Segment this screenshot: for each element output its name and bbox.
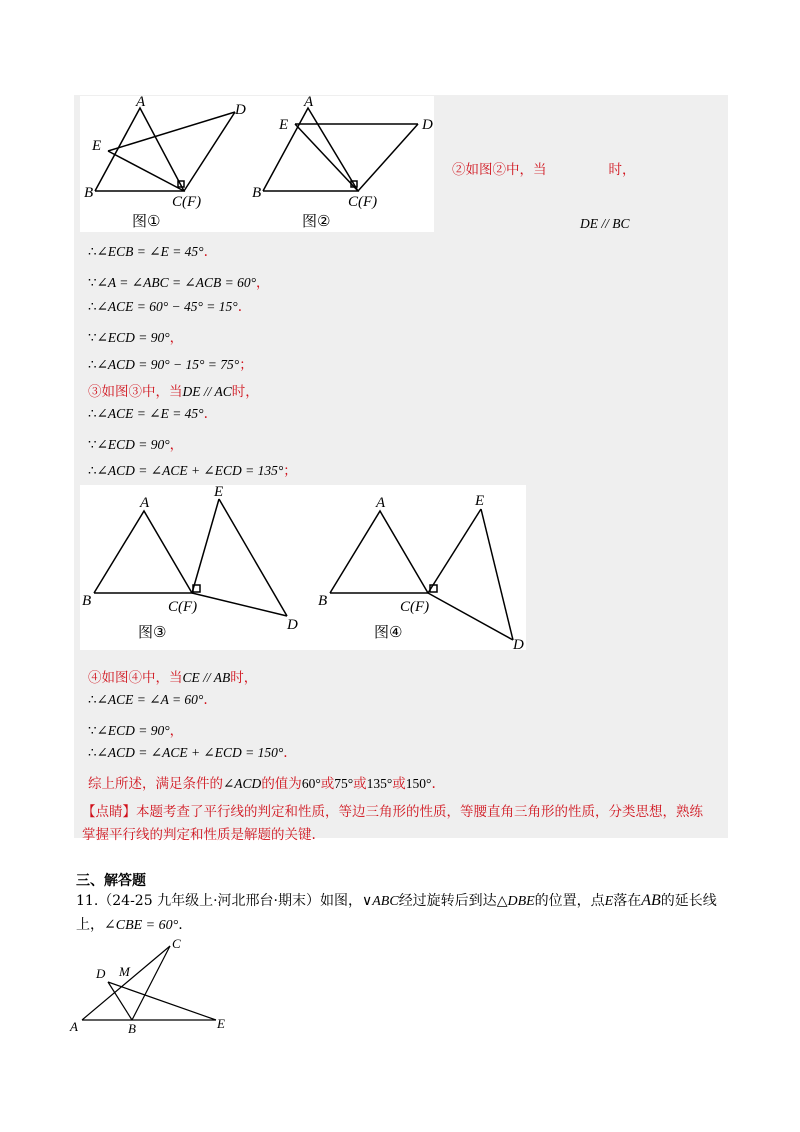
step-12: ∵∠ECD = 90°， xyxy=(88,723,184,739)
case2-prefix: ②如图②中，当 xyxy=(452,162,547,178)
fig3-line-cd xyxy=(192,593,287,616)
fig2-label-a: A xyxy=(304,96,314,110)
fig2-triangle-abc xyxy=(263,108,358,191)
fig3-label-e: E xyxy=(214,485,224,500)
fig2-label-e: E xyxy=(279,117,289,133)
step-4: ∵∠ECD = 90°， xyxy=(88,330,184,346)
fig3-caption: 图③ xyxy=(138,623,167,641)
fig3-label-cf: C(F) xyxy=(168,599,198,615)
fig4-line-ed xyxy=(481,509,513,640)
fig4-line-ce xyxy=(428,509,481,593)
fig3-line-ed xyxy=(219,499,287,616)
figure-3-4-svg xyxy=(80,485,526,650)
case2-line xyxy=(452,158,636,178)
step-13: ∴∠ACD = ∠ACE + ∠ECD = 150°. xyxy=(88,745,288,761)
fig3-line-ce xyxy=(192,499,219,593)
section-heading: 三、解答题 xyxy=(76,873,146,889)
figure-3-4 xyxy=(80,485,526,650)
question-11-line-1: 11.（24-25 九年级上·河北邢台·期末）如图，∨ABC经过旋转后到达△DBE的位置，点E落在AB的延长线 xyxy=(76,892,717,909)
fig1-label-a: A xyxy=(136,96,146,110)
step-3: ∴∠ACE = 60° − 45° = 15°. xyxy=(88,299,242,315)
fig2-line-dc xyxy=(358,124,418,191)
q-label-d: D xyxy=(96,966,106,981)
q-label-m: M xyxy=(119,964,130,979)
step-5: ∴∠ACD = 90° − 15° = 75°； xyxy=(88,357,253,373)
fig4-line-cd xyxy=(428,593,513,640)
fig3-triangle-abc xyxy=(94,511,192,593)
fig3-label-b: B xyxy=(82,593,92,609)
fig1-label-d: D xyxy=(235,102,246,118)
fig2-label-b: B xyxy=(252,185,262,201)
summary-line: 综上所述，满足条件的∠ACD的值为60°或75°或135°或150°. xyxy=(88,776,436,792)
fig2-caption: 图② xyxy=(302,212,331,230)
step-2: ∵∠A = ∠ABC = ∠ACB = 60°， xyxy=(88,275,270,291)
fig4-label-cf: C(F) xyxy=(400,599,430,615)
figure-1-2 xyxy=(80,96,434,232)
case2-condition: DE // BC xyxy=(580,216,630,231)
q-line-de xyxy=(108,982,216,1020)
q-line-ac xyxy=(82,946,170,1020)
q-label-c: C xyxy=(172,936,181,951)
fig2-line-ec xyxy=(295,124,358,191)
q-label-e: E xyxy=(217,1016,225,1031)
q-line-cb xyxy=(132,946,170,1020)
fig4-label-d: D xyxy=(513,637,524,650)
step-1: ∴∠ECB = ∠E = 45°. xyxy=(88,244,208,260)
fig1-line-cd xyxy=(184,112,235,191)
fig2-label-cf: C(F) xyxy=(348,194,378,210)
case2-suffix: 时， xyxy=(608,162,636,178)
fig3-label-d: D xyxy=(287,617,298,633)
fig4-triangle-abc xyxy=(330,511,428,593)
figure-1-2-svg xyxy=(80,96,434,232)
fig1-triangle-abc xyxy=(95,108,184,191)
fig1-label-b: B xyxy=(84,185,94,201)
step-10: ④如图④中，当CE // AB时， xyxy=(88,670,258,686)
question-11-figure xyxy=(68,936,238,1036)
step-6: ③如图③中，当DE // AC时， xyxy=(88,384,259,400)
fig4-label-e: E xyxy=(475,493,485,509)
fig1-label-e: E xyxy=(92,138,102,154)
question-11-line-2: 上，∠CBE = 60°. xyxy=(76,917,183,933)
q-label-a: A xyxy=(70,1019,78,1034)
fig4-label-a: A xyxy=(376,495,386,511)
step-11: ∴∠ACE = ∠A = 60°. xyxy=(88,692,208,708)
comment-line-1: 【点睛】本题考查了平行线的判定和性质，等边三角形的性质，等腰直角三角形的性质，分类思想，熟练 xyxy=(82,804,703,820)
fig3-label-a: A xyxy=(140,495,150,511)
fig4-caption: 图④ xyxy=(374,623,403,641)
comment-line-2: 掌握平行线的判定和性质是解题的关键. xyxy=(82,827,316,843)
fig1-caption: 图① xyxy=(132,212,161,230)
step-7: ∴∠ACE = ∠E = 45°. xyxy=(88,406,208,422)
q-label-b: B xyxy=(128,1021,136,1036)
fig2-label-d: D xyxy=(422,117,433,133)
step-8: ∵∠ECD = 90°， xyxy=(88,437,184,453)
fig1-label-cf: C(F) xyxy=(172,194,202,210)
fig4-label-b: B xyxy=(318,593,328,609)
question-11-svg xyxy=(68,936,238,1036)
step-9: ∴∠ACD = ∠ACE + ∠ECD = 135°； xyxy=(88,463,297,479)
